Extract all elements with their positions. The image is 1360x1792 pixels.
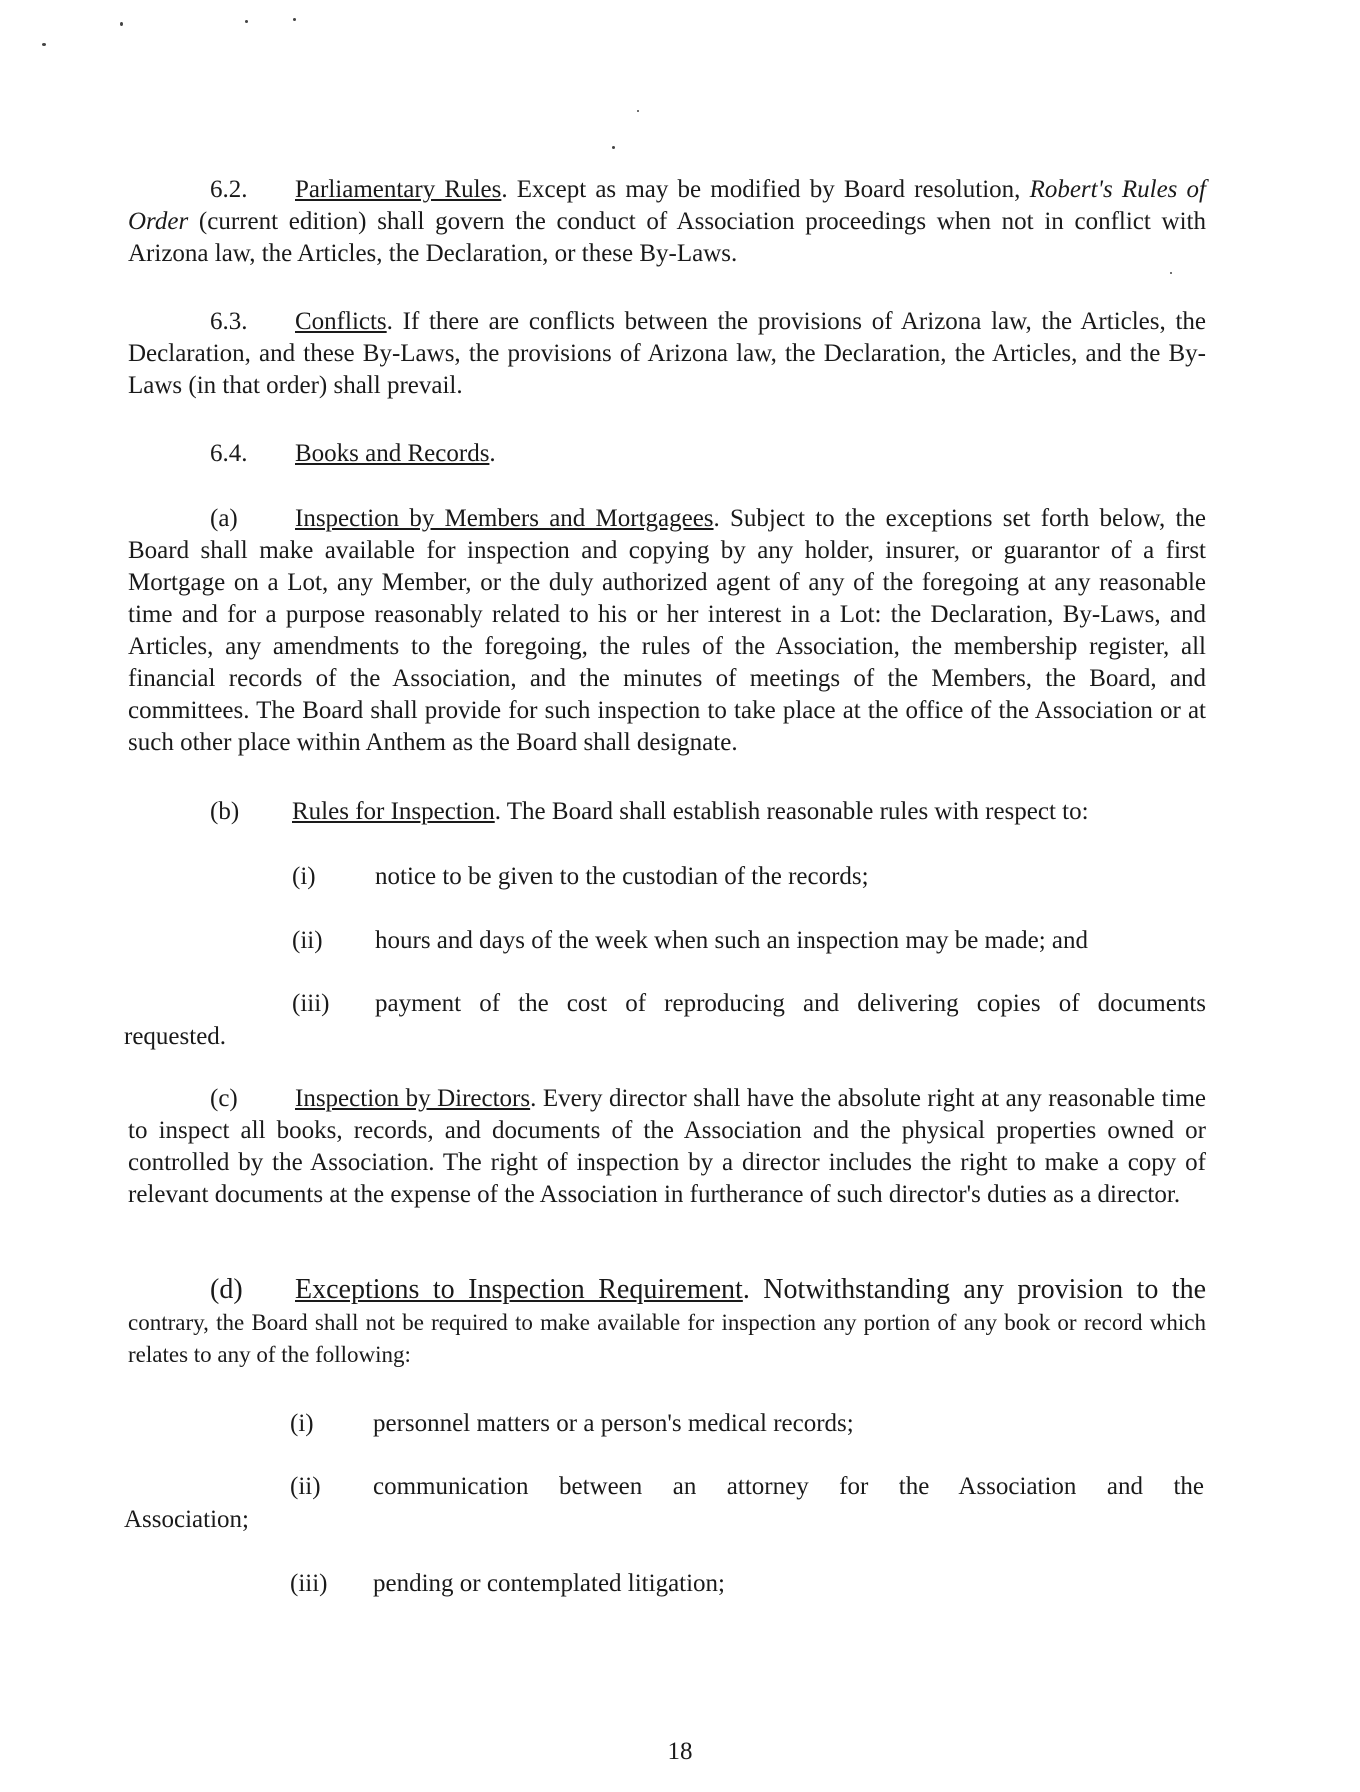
section-heading: Books and Records (295, 440, 490, 467)
section-text: . If there are conflicts between the provisions of Arizona law, the Articles, the Declaration, and these By-Laws, the provisions of Arizona law, the Declaration, the Articles, and the By-Laws (in that order) shall prevail. (128, 308, 1206, 399)
list-item-number: (ii) (292, 927, 323, 954)
paragraph-a (128, 503, 1206, 759)
page-number: 18 (667, 1738, 693, 1765)
list-item-number: (i) (290, 1410, 314, 1437)
list-item-number: (ii) (290, 1473, 321, 1500)
paragraph-heading: Inspection by Members and Mortgagees (295, 505, 714, 532)
section-number: 6.4. (210, 440, 248, 467)
list-item-text: hours and days of the week when such an inspection may be made; and (375, 927, 1088, 954)
list-item (290, 1568, 1204, 1600)
list-item-number: (i) (292, 863, 316, 890)
section-heading: Conflicts (295, 308, 387, 335)
list-item-continuation: requested. (124, 1023, 227, 1050)
scan-speck (1170, 272, 1172, 274)
section-italic-text: Robert's Rules of Order (128, 176, 1207, 235)
section-number: 6.2. (210, 176, 248, 203)
list-item (290, 1471, 1204, 1503)
paragraph-heading: Exceptions to Inspection Requirement (295, 1274, 743, 1305)
scan-speck (120, 22, 123, 26)
section-heading: Parliamentary Rules (295, 176, 502, 203)
scan-speck (637, 110, 639, 112)
paragraph-b (210, 796, 1089, 828)
list-item-continuation: Association; (124, 1506, 249, 1533)
scan-speck (612, 146, 615, 149)
list-item-text: notice to be given to the custodian of the records; (375, 863, 869, 890)
paragraph-text: . Notwithstanding any provision to the (742, 1274, 1207, 1305)
list-item-text: pending or contemplated litigation; (373, 1570, 726, 1597)
list-item-number: (iii) (290, 1570, 328, 1597)
paragraph-text: contrary, the Board shall not be required to make available for inspection any portion of any book or record which relates to any of the following: (128, 1310, 1206, 1367)
paragraph-text: . The Board shall establish reasonable rules with respect to: (494, 798, 1089, 825)
section-text: (current edition) shall govern the conduct of Association proceedings when not in conflict with Arizona law, the Articles, the Declaration, or these By-Laws. (128, 208, 1206, 267)
paragraph-label: (c) (210, 1085, 238, 1112)
paragraph-label: (b) (210, 798, 240, 825)
scan-speck (245, 20, 248, 23)
paragraph-text: . Subject to the exceptions set forth below, the Board shall make available for inspection and copying by any holder, insurer, or guarantor of a first Mortgage on a Lot, any Member, or the duly authorized agent of any of the foregoing at any reasonable time and for a purpose reasonably related to his or her interest in a Lot: the Declaration, By-Laws, and Articles, any amendments to the foregoing, the rules of the Association, the membership register, all financial records of the Association, and the minutes of meetings of the Members, the Board, and committees. The Board shall provide for such inspection to take place at the office of the Association or at such other place within Anthem as the Board shall designate. (128, 505, 1206, 756)
paragraph-heading: Inspection by Directors (295, 1085, 531, 1112)
scan-speck (293, 18, 296, 21)
section-number: 6.3. (210, 308, 248, 335)
paragraph-label: (a) (210, 505, 238, 532)
section-6-3 (128, 306, 1206, 402)
list-item (292, 988, 1206, 1020)
paragraph-text: . Every director shall have the absolute right at any reasonable time to inspect all books, records, and documents of the Association and the physical properties owned or controlled by the Association. The right of inspection by a director includes the right to make a copy of relevant documents at the expense of the Association in furtherance of such director's duties as a director. (128, 1085, 1207, 1208)
list-item (292, 861, 1206, 893)
paragraph-heading: Rules for Inspection (292, 798, 495, 825)
paragraph-label: (d) (210, 1274, 243, 1305)
section-text: . (489, 440, 496, 467)
scan-speck (42, 43, 46, 46)
paragraph-d (128, 1274, 1206, 1371)
paragraph-c (128, 1083, 1206, 1211)
list-item-text: personnel matters or a person's medical records; (373, 1410, 854, 1437)
section-text: . Except as may be modified by Board resolution, (501, 176, 1030, 203)
list-item-number: (iii) (292, 990, 330, 1017)
list-item (290, 1408, 1204, 1440)
list-item (292, 925, 1206, 957)
list-item-text: payment of the cost of reproducing and delivering copies of documents (375, 990, 1206, 1017)
list-item-text: communication between an attorney for the Association and the (373, 1473, 1204, 1500)
section-6-4 (128, 438, 1206, 470)
section-6-2 (128, 174, 1206, 270)
